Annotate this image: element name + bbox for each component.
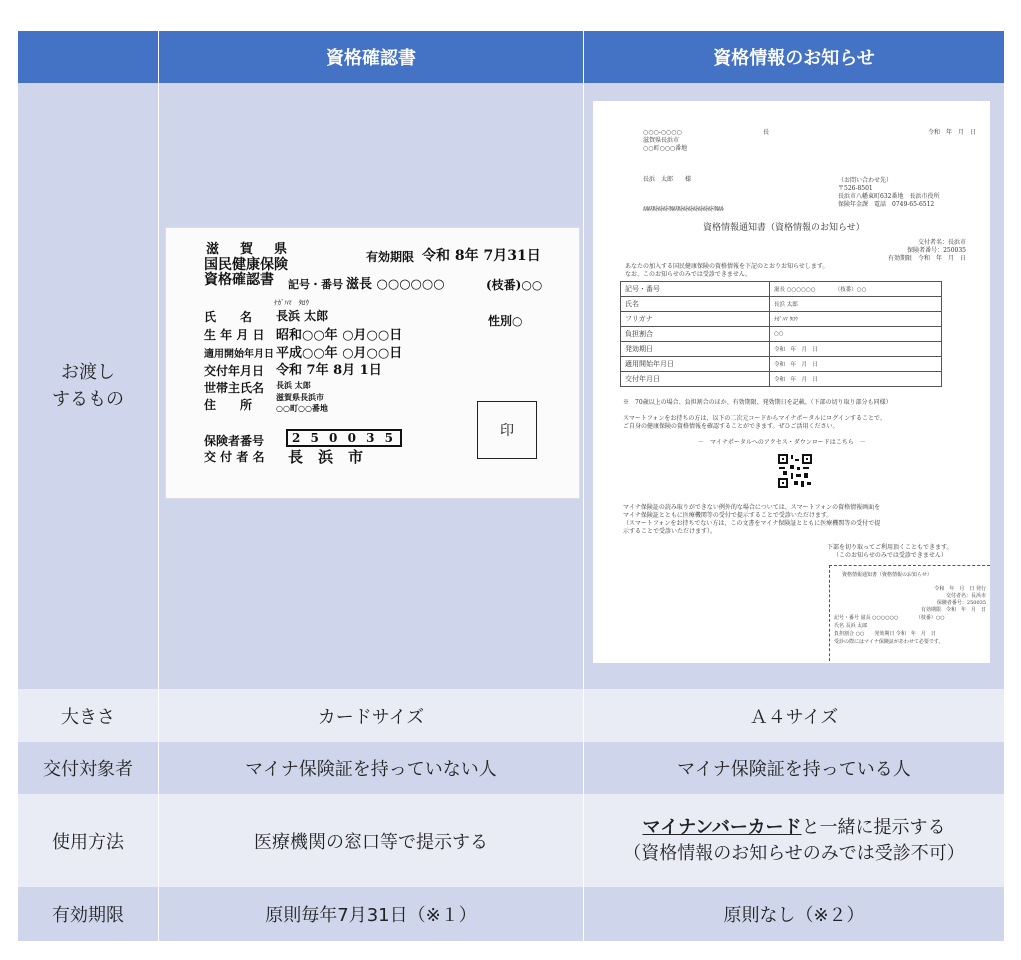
stub-line4: 有効期限 令和 年 月 日 [920,607,986,613]
card-dob-value: 昭和○○年 ○月○○日 [276,328,403,343]
usage-notice-line2: （資格情報のお知らせのみでは受診不可） [623,842,965,864]
card-start-value: 平成○○年 ○月○○日 [276,346,403,361]
notice-table-row [621,297,942,312]
stub-line7: 負担割合 ○○ 発効期日 令和 年 月 日 [834,631,936,637]
header-shikaku-joho: 資格情報のお知らせ [584,31,1004,83]
notice-row-label: 発効期日 [621,342,770,357]
notice-contact1: （お問い合わせ先） [838,177,893,184]
notice-row-value: 令和 年 月 日 [770,342,942,357]
notice-table-row [621,372,942,387]
notice-barcode: ﾙﾙﾙﾘﾙﾄﾙﾄﾙﾄﾘﾙﾙﾘﾙﾄﾙﾄﾙﾄﾙﾄﾙﾄﾙﾄﾙﾄﾘﾙﾙﾙ [643,205,723,213]
notice-note1: ※ 70歳以上の場合、負担割合のほか、有効期限、発効期日を記載。（下部の切り取り部分も同様） [623,399,892,406]
notice-row-label: フリガナ [621,312,770,327]
notice-cut2: （このお知らせのみでは受診できません） [833,552,947,559]
table-row [18,689,1004,743]
notice-contact3: 長浜市八幡東町632番地 長浜市役所 [838,193,940,200]
seal-box: 印 [477,401,537,459]
card-doc-title: 資格確認書 [204,272,274,288]
stub-line2: 交付者名：長浜市 [945,593,986,599]
notice-title: 資格情報通知書（資格情報のお知らせ） [703,223,865,233]
target-notice: マイナ保険証を持っている人 [584,742,1004,794]
label-line-1: お渡し [61,362,115,383]
header-corner [18,31,159,83]
card-issue-label: 交付年月日 [204,364,265,378]
card-addr-value1: 滋賀県長浜市 [276,392,324,402]
notice-expiry: 有効期限 令和 年 月 日 [887,255,966,262]
stub-line1: 令和 年 月 日 発行 [934,586,986,592]
notice-intro1: あなたの加入する国民健康保険の資格情報を下記のとおりお知らせします。 [625,263,829,270]
card-dob-label: 生 年 月 日 [204,328,265,342]
row-label-items [18,83,159,689]
table-row [18,742,1004,795]
stub-line5: 記号・番号 滋長 ○○○○○○ （枝番）○○ [834,615,945,621]
notice-zip: ○○○-○○○○ [643,129,682,136]
row-label-target: 交付対象者 [18,742,159,794]
notice-row-value: 令和 年 月 日 [770,372,942,387]
notice-row-value: 長浜 太郎 [770,297,942,312]
card-symbol-label: 記号・番号 [288,278,343,291]
notice-contact4: 保険年金課 電話 0749-65-6512 [838,201,935,208]
card-sex: 性別○ [488,314,523,328]
notice-table-row [621,327,942,342]
card-insurer-value: 2 5 0 0 3 5 [286,429,402,447]
notice-read1: マイナ保険証の読み取りができない例外的な場合については、スマートフォンの資格情報画面を [623,504,881,511]
notice-row-label: 負担割合 [621,327,770,342]
notice-cut1: 下部を切り取ってご利用頂くこともできます。 [827,544,953,551]
stub-title: 資格情報通知書（資格情報のお知らせ） [842,572,932,578]
notice-row-value: 滋長 ○○○○○○ （枝番）○○ [770,282,942,297]
notice-issuer: 交付者名：長浜市 [917,239,966,246]
notice-read2: マイナ保険証とともに医療機関等の受付で提示することで受診いただけます。 [623,512,833,519]
notice-note2: スマートフォンをお持ちの方は、以下の二次元コードからマイナポータルにログインすることで、 [623,415,886,422]
card-issuer-label: 交 付 者 名 [204,450,265,464]
notice-table-row [621,357,942,372]
card-addr-label: 住 所 [204,398,253,412]
card-name-value: 長浜 太郎 [276,309,329,323]
card-head-value: 長浜 太郎 [276,380,311,390]
card-expiry-label: 有効期限 [366,250,415,264]
notice-row-value: ○○ [770,327,942,342]
usage-notice-rest: と一緒に提示する [801,816,946,838]
target-card: マイナ保険証を持っていない人 [159,742,584,794]
notice-insurer: 保険者番号：250035 [907,247,966,254]
header-shikaku-kakuninsho: 資格確認書 [159,31,584,83]
notice-portal: － マイナポータルへのアクセス・ダウンロードはこちら － [698,439,866,446]
card-issuer-value: 長 浜 市 [288,448,364,466]
expiry-notice: 原則なし（※２） [584,887,1004,941]
notice-row-label: 交付年月日 [621,372,770,387]
card-symbol-value: 滋長 ○○○○○○ [346,277,445,292]
notice-table-row [621,282,942,297]
card-addr-value2: ○○町○○番地 [276,403,328,413]
shikaku-kakuninsho-card-image [165,227,580,499]
notice-addressee: 長浜 太郎 様 [643,176,692,183]
notice-cut-stub [829,565,990,663]
notice-table-row [621,342,942,357]
card-start-label: 適用開始年月日 [204,349,274,360]
card-branch: (枝番)○○ [486,278,543,292]
notice-info-table [620,281,942,387]
notice-read3: （スマートフォンをお持ちでない方は、この文書をマイナ保険証とともに医療機関等の受付で提 [623,520,881,527]
stub-line6: 氏名 長浜 太郎 [834,623,868,629]
my-number-card-link[interactable]: マイナンバーカード [642,816,802,838]
qr-code-icon[interactable] [777,453,813,489]
notice-row-label: 記号・番号 [621,282,770,297]
label-line-2: するもの [52,389,124,410]
notice-row-label: 氏名 [621,297,770,312]
usage-card: 医療機関の窓口等で提示する [159,794,584,887]
table-row [18,794,1004,888]
notice-read4: 示することで受診いただけます）。 [623,528,717,535]
card-expiry-value: 令和 8年 7月31日 [422,248,541,264]
notice-date: 令和 年 月 日 [928,129,977,136]
notice-contact2: 〒526-8501 [838,185,873,192]
notice-chief: 長 [763,129,770,136]
expiry-card: 原則毎年7月31日（※１） [159,887,584,941]
notice-note3: ご自身の健康保険の資格情報を確認することができます。ぜひご活用ください。 [623,423,839,430]
size-notice: Ａ４サイズ [584,689,1004,742]
row-label-size: 大きさ [18,689,159,742]
table-header-row [18,31,1004,84]
card-issue-value: 令和 7年 8月 1日 [276,363,382,378]
shikaku-joho-notice-image [593,101,990,663]
card-prefecture: 滋 賀 県 [206,242,292,257]
notice-table-row [621,312,942,327]
row-label-usage: 使用方法 [18,794,159,887]
size-card: カードサイズ [159,689,584,742]
notice-addr1: 滋賀県長浜市 [643,137,680,144]
row-label-expiry: 有効期限 [18,887,159,941]
usage-notice [584,794,1004,887]
card-head-label: 世帯主氏名 [204,381,265,395]
notice-row-label: 適用開始年月日 [621,357,770,372]
card-insurer-label: 保険者番号 [204,434,265,448]
stub-line3: 保険者番号：250035 [936,600,986,606]
notice-intro2: なお、このお知らせのみでは受診できません。 [625,271,752,278]
notice-row-value: ﾅｶﾞﾊﾏ ﾀﾛｳ [770,312,942,327]
table-row [18,887,1004,942]
notice-row-value: 令和 年 月 日 [770,357,942,372]
notice-addr2: ○○町○○○番地 [643,145,688,152]
card-name-label: 氏 名 [204,310,253,324]
stub-line8: 受診の際にはマイナ保険証があわせて必要です。 [834,639,944,645]
card-insurance-type: 国民健康保険 [204,257,288,273]
card-kana: ﾅｶﾞﾊﾏ ﾀﾛｳ [274,299,309,307]
